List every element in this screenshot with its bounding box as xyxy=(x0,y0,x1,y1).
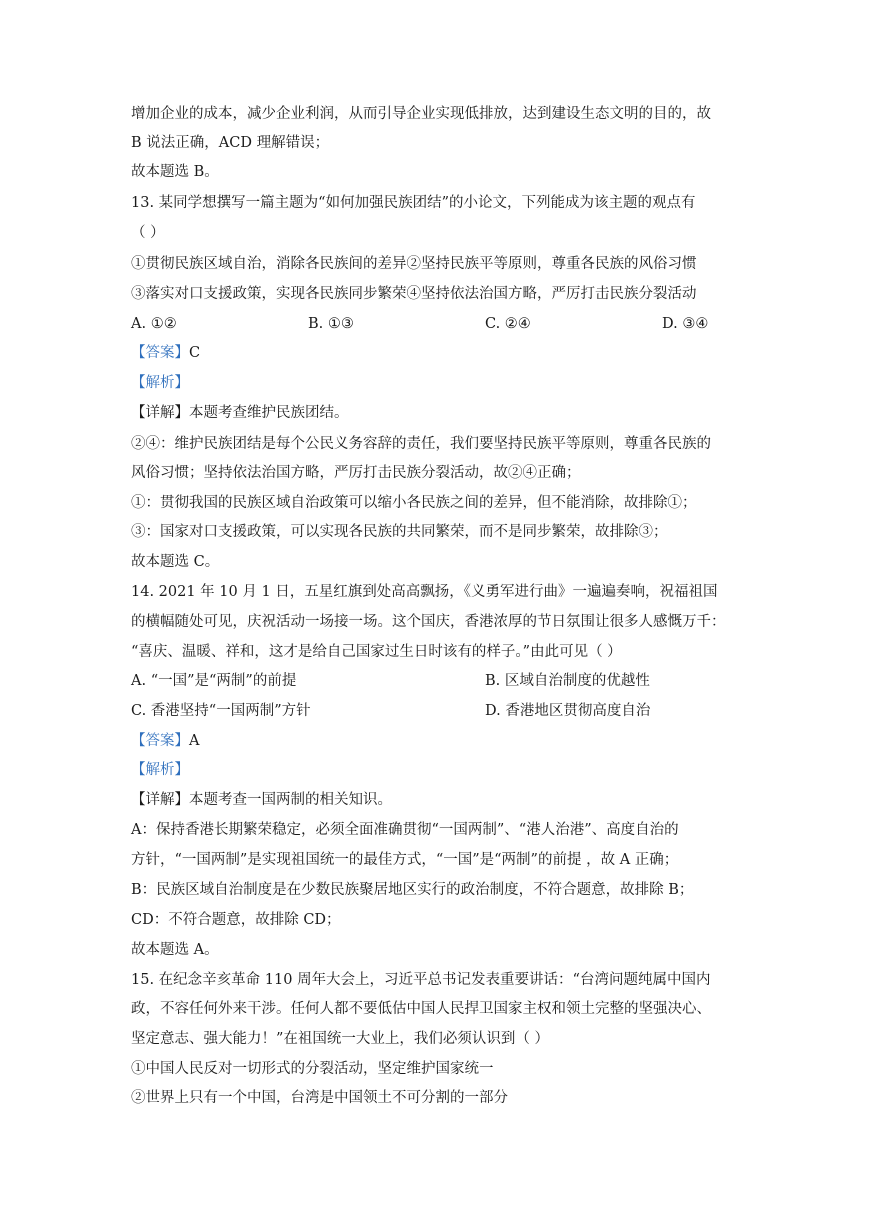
intro-line-3: 故本题选 B。 xyxy=(131,164,219,180)
q15-stem-line-1: 15. 在纪念辛亥革命 110 周年大会上，习近平总书记发表重要讲话：“台湾问题纯属中国内 xyxy=(131,972,711,988)
q14-analysis-line-3: B：民族区域自治制度是在少数民族聚居地区实行的政治制度，不符合题意，故排除 B； xyxy=(131,882,694,898)
q13-statement-1: ①贯彻民族区域自治，消除各民族间的差异②坚持民族平等原则，尊重各民族的风俗习惯 xyxy=(131,256,697,272)
q14-option-d: D. 香港地区贯彻高度自治 xyxy=(485,703,651,719)
intro-line-2: B 说法正确，ACD 理解错误； xyxy=(131,135,330,151)
q13-stem-line-2: （ ） xyxy=(131,225,165,241)
q14-stem-line-2: 的横幅随处可见，庆祝活动一场接一场。这个国庆，香港浓厚的节日氛围让很多人感慨万千： xyxy=(131,614,726,630)
q13-option-b: B. ①③ xyxy=(308,316,354,332)
q14-option-a: A. “一国”是“两制”的前提 xyxy=(131,673,297,689)
answer-value: A xyxy=(189,733,200,749)
answer-tag: 【答案】 xyxy=(131,733,189,749)
q14-option-c: C. 香港坚持“一国两制”方针 xyxy=(131,703,311,719)
answer-tag: 【答案】 xyxy=(131,345,189,361)
q14-analysis-line-5: 故本题选 A。 xyxy=(131,942,219,958)
q13-option-c: C. ②④ xyxy=(485,316,531,332)
q13-analysis-line-2: 风俗习惯；坚持依法治国方略，严厉打击民族分裂活动，故②④正确； xyxy=(131,465,581,481)
q13-detail xyxy=(131,403,349,423)
q13-answer xyxy=(131,343,200,363)
q13-analysis-line-1: ②④：维护民族团结是每个公民义务容辞的责任，我们要坚持民族平等原则，尊重各民族的 xyxy=(131,436,711,452)
q13-analysis-line-4: ③：国家对口支援政策，可以实现各民族的共同繁荣，而不是同步繁荣，故排除③； xyxy=(131,524,668,540)
detail-tag: 【详解】 xyxy=(131,792,189,808)
q13-analysis-line-3: ①：贯彻我国的民族区域自治政策可以缩小各民族之间的差异，但不能消除，故排除①； xyxy=(131,495,697,511)
q14-analysis-line-1: A：保持香港长期繁荣稳定，必须全面准确贯彻“一国两制”、“港人治港”、高度自治的 xyxy=(131,822,679,838)
q13-statement-2: ③落实对口支援政策，实现各民族同步繁荣④坚持依法治国方略，严厉打击民族分裂活动 xyxy=(131,286,697,302)
q13-option-a: A. ①② xyxy=(131,316,177,332)
q14-answer xyxy=(131,731,199,751)
q15-stem-line-3: 坚定意志、强大能力！”在祖国统一大业上，我们必须认识到（ ） xyxy=(131,1031,550,1047)
q14-stem-line-1: 14. 2021 年 10 月 1 日，五星红旗到处高高飘扬，《义勇军进行曲》一遍遍奏响，祝福祖国 xyxy=(131,584,718,600)
q14-detail xyxy=(131,790,392,810)
q15-stem-line-2: 政，不容任何外来干涉。任何人都不要低估中国人民捍卫国家主权和领土完整的坚强决心、 xyxy=(131,1001,711,1017)
q13-stem-line-1: 13. 某同学想撰写一篇主题为“如何加强民族团结”的小论文，下列能成为该主题的观点有 xyxy=(131,195,696,211)
q14-stem-line-3: “喜庆、温暖、祥和，这才是给自己国家过生日时该有的样子。”由此可见（ ） xyxy=(131,644,622,660)
q15-statement-1: ①中国人民反对一切形式的分裂活动，坚定维护国家统一 xyxy=(131,1061,494,1077)
detail-tag: 【详解】 xyxy=(131,405,189,421)
q13-option-d: D. ③④ xyxy=(662,316,709,332)
q14-analysis-line-2: 方针，“一国两制”是实现祖国统一的最佳方式，“一国”是“两制”的前提 ，故 A 正确； xyxy=(131,852,679,868)
answer-value: C xyxy=(189,345,201,361)
q14-analysis-line-4: CD：不符合题意，故排除 CD； xyxy=(131,912,341,928)
q14-analysis-tag: 【解析】 xyxy=(131,762,189,778)
q13-analysis-tag: 【解析】 xyxy=(131,375,189,391)
detail-text: 本题考查一国两制的相关知识。 xyxy=(189,792,392,808)
q15-statement-2: ②世界上只有一个中国，台湾是中国领土不可分割的一部分 xyxy=(131,1090,508,1106)
detail-text: 本题考查维护民族团结。 xyxy=(189,405,349,421)
intro-line-1: 增加企业的成本，减少企业利润，从而引导企业实现低排放，达到建设生态文明的目的，故 xyxy=(131,106,711,122)
q13-analysis-line-5: 故本题选 C。 xyxy=(131,554,220,570)
q14-option-b: B. 区域自治制度的优越性 xyxy=(485,673,650,689)
